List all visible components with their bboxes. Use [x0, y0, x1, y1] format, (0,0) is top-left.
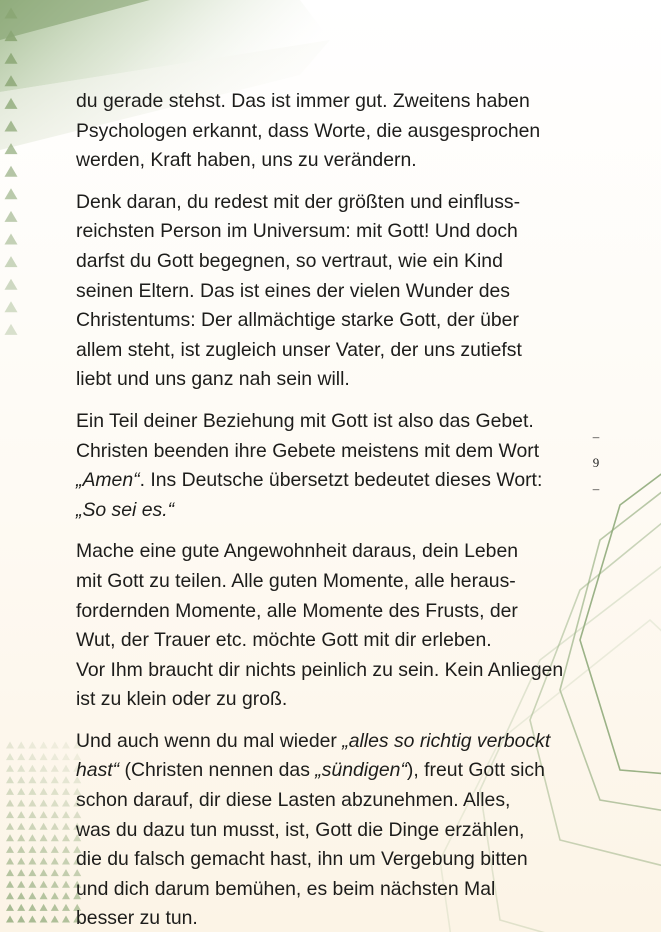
triangle-shape — [28, 904, 36, 911]
triangle-shape — [62, 742, 70, 749]
triangle-shape — [51, 742, 59, 749]
triangle-shape — [17, 765, 25, 772]
triangle-shape — [5, 166, 18, 177]
triangle-shape — [40, 811, 48, 818]
text-line — [76, 600, 518, 622]
triangle-shape — [6, 834, 14, 841]
paragraph — [76, 727, 581, 932]
text-line — [76, 499, 174, 521]
triangle-shape — [17, 742, 25, 749]
text-line — [76, 629, 492, 651]
triangle-shape — [17, 869, 25, 876]
page-marker — [586, 429, 606, 497]
text-line — [76, 90, 530, 112]
triangle-shape — [5, 279, 18, 290]
triangle-shape — [6, 904, 14, 911]
text-line — [76, 819, 524, 841]
text-line — [76, 688, 287, 710]
triangle-shape — [40, 904, 48, 911]
triangle-shape — [62, 800, 70, 807]
emphasis-text: hast“ — [76, 759, 120, 782]
triangle-shape — [40, 916, 48, 923]
triangle-shape — [28, 788, 36, 795]
triangle-shape — [5, 256, 18, 267]
triangle-shape — [28, 765, 36, 772]
text-segment: . Ins Deutsche übersetzt bedeutet dieses Wort: — [139, 469, 543, 492]
text-line — [76, 659, 563, 681]
triangle-shape — [51, 834, 59, 841]
triangle-shape — [51, 776, 59, 783]
text-segment: du gerade stehst. Das ist immer gut. Zweitens haben — [76, 90, 530, 112]
triangle-shape — [51, 811, 59, 818]
text-segment: Und auch wenn du mal wieder — [76, 729, 343, 752]
triangle-shape — [5, 234, 18, 245]
triangle-shape — [62, 834, 70, 841]
triangle-shape — [6, 846, 14, 853]
triangle-shape — [62, 776, 70, 783]
triangle-shape — [17, 776, 25, 783]
triangle-shape — [6, 881, 14, 888]
page-number: 9 — [592, 455, 600, 470]
triangle-shape — [6, 916, 14, 923]
text-segment: Psychologen erkannt, dass Worte, die ausgesprochen — [76, 119, 541, 142]
triangle-shape — [28, 753, 36, 760]
text-line — [76, 120, 540, 142]
triangle-shape — [40, 753, 48, 760]
triangle-shape — [17, 834, 25, 841]
triangle-shape — [40, 788, 48, 795]
triangle-shape — [17, 823, 25, 830]
page-marker-dash-bottom: – — [592, 481, 600, 496]
triangle-shape — [17, 788, 25, 795]
triangle-shape — [62, 753, 70, 760]
text-segment: Christentums: Der allmächtige starke Gott, der über — [76, 309, 519, 332]
text-segment: liebt und uns ganz nah sein will. — [76, 368, 350, 391]
text-segment: reichsten Person im Universum: mit Gott! Und doch — [76, 220, 518, 243]
triangle-shape — [5, 211, 18, 222]
triangle-shape — [6, 753, 14, 760]
text-segment: Vor Ihm braucht dir nichts peinlich zu sein. Kein Anliegen — [76, 658, 564, 681]
triangle-shape — [51, 753, 59, 760]
page-marker-dash-top: – — [592, 429, 600, 444]
triangle-shape — [6, 892, 14, 899]
paragraph — [76, 188, 581, 395]
triangle-shape — [28, 800, 36, 807]
triangle-grid-bottom-left — [6, 742, 81, 923]
triangle-shape — [40, 776, 48, 783]
triangle-shape — [51, 916, 59, 923]
paragraph — [76, 87, 581, 176]
triangle-shape — [51, 892, 59, 899]
triangle-shape — [6, 823, 14, 830]
text-line — [76, 339, 522, 361]
text-line — [76, 759, 545, 781]
triangle-shape — [28, 823, 36, 830]
triangle-shape — [6, 858, 14, 865]
triangle-shape — [51, 765, 59, 772]
triangle-shape — [62, 811, 70, 818]
emphasis-text: „Amen“ — [76, 469, 140, 492]
text-line — [76, 440, 539, 462]
text-line — [76, 191, 520, 213]
triangle-shape — [51, 881, 59, 888]
triangle-shape — [40, 869, 48, 876]
text-line — [76, 280, 510, 302]
triangle-shape — [6, 811, 14, 818]
triangle-shape — [17, 800, 25, 807]
triangle-shape — [51, 869, 59, 876]
text-line — [76, 368, 350, 390]
triangle-shape — [40, 800, 48, 807]
triangle-shape — [6, 765, 14, 772]
text-segment: die du falsch gemacht hast, ihn um Vergebung bitten — [76, 848, 528, 871]
triangle-shape — [62, 881, 70, 888]
triangle-shape — [51, 904, 59, 911]
emphasis-text: „alles so richtig verbockt — [342, 729, 551, 752]
text-line — [76, 878, 495, 900]
triangle-shape — [17, 858, 25, 865]
emphasis-text: „So sei es.“ — [76, 498, 175, 521]
triangle-shape — [51, 800, 59, 807]
triangle-shape — [40, 765, 48, 772]
triangle-shape — [6, 800, 14, 807]
triangle-shape — [17, 916, 25, 923]
text-line — [76, 540, 518, 562]
triangle-shape — [28, 811, 36, 818]
text-segment: allem steht, ist zugleich unser Vater, der uns zutiefst — [76, 338, 522, 361]
triangle-shape — [28, 892, 36, 899]
triangle-shape — [6, 776, 14, 783]
text-segment: was du dazu tun musst, ist, Gott die Dinge erzählen, — [76, 818, 525, 841]
triangle-shape — [17, 753, 25, 760]
text-line — [76, 220, 518, 242]
triangle-shape — [28, 869, 36, 876]
text-segment: und dich darum bemühen, es beim nächsten Mal — [76, 877, 496, 900]
text-segment: Wut, der Trauer etc. möchte Gott mit dir erleben. — [76, 629, 492, 652]
text-line — [76, 149, 417, 171]
triangle-shape — [62, 765, 70, 772]
text-segment: werden, Kraft haben, uns zu verändern. — [76, 149, 417, 172]
triangle-shape — [62, 858, 70, 865]
body-text — [76, 87, 581, 932]
text-segment: mit Gott zu teilen. Alle guten Momente, alle heraus- — [76, 569, 516, 592]
triangle-shape — [62, 823, 70, 830]
text-segment: besser zu tun. — [76, 907, 198, 930]
text-segment: darfst du Gott begegnen, so vertraut, wie ein Kind — [76, 249, 503, 272]
emphasis-text: „sündigen“ — [315, 759, 407, 782]
triangle-shape — [5, 301, 18, 312]
text-line — [76, 907, 198, 929]
triangle-shape — [28, 834, 36, 841]
text-segment: Christen beenden ihre Gebete meistens mit dem Wort — [76, 439, 540, 462]
text-line — [76, 250, 503, 272]
triangle-shape — [17, 904, 25, 911]
paragraph — [76, 407, 581, 525]
triangle-shape — [28, 846, 36, 853]
text-line — [76, 410, 534, 432]
text-segment: ), freut Gott sich — [406, 759, 545, 782]
triangle-shape — [6, 788, 14, 795]
text-line — [76, 730, 550, 752]
triangle-shape — [28, 858, 36, 865]
text-line — [76, 789, 510, 811]
triangle-shape — [40, 823, 48, 830]
text-segment: Mache eine gute Angewohnheit daraus, dein Leben — [76, 540, 519, 563]
text-segment: ist zu klein oder zu groß. — [76, 688, 288, 711]
triangle-shape — [17, 811, 25, 818]
triangle-shape — [17, 892, 25, 899]
triangle-shape — [6, 869, 14, 876]
text-segment: fordernden Momente, alle Momente des Frusts, der — [76, 599, 518, 622]
text-line — [76, 570, 516, 592]
triangle-shape — [17, 846, 25, 853]
text-segment: Denk daran, du redest mit der größten und einfluss- — [76, 190, 521, 213]
text-line — [76, 848, 528, 870]
triangle-shape — [62, 846, 70, 853]
triangle-shape — [62, 788, 70, 795]
triangle-shape — [28, 776, 36, 783]
text-line — [76, 469, 542, 491]
triangle-shape — [5, 188, 18, 199]
triangle-shape — [40, 892, 48, 899]
triangle-shape — [62, 892, 70, 899]
triangle-shape — [62, 916, 70, 923]
triangle-shape — [51, 788, 59, 795]
triangle-shape — [62, 869, 70, 876]
triangle-shape — [51, 858, 59, 865]
triangle-shape — [5, 324, 18, 335]
triangle-shape — [40, 834, 48, 841]
triangle-shape — [6, 742, 14, 749]
paragraph — [76, 537, 581, 715]
text-segment: Ein Teil deiner Beziehung mit Gott ist also das Gebet. — [76, 409, 534, 432]
text-segment: schon darauf, dir diese Lasten abzunehmen. Alles, — [76, 789, 511, 812]
triangle-shape — [40, 881, 48, 888]
triangle-shape — [51, 846, 59, 853]
triangle-shape — [40, 742, 48, 749]
triangle-shape — [51, 823, 59, 830]
text-line — [76, 309, 519, 331]
triangle-shape — [62, 904, 70, 911]
triangle-shape — [40, 846, 48, 853]
text-segment: (Christen nennen das — [119, 759, 316, 782]
triangle-shape — [28, 742, 36, 749]
triangle-shape — [17, 881, 25, 888]
triangle-shape — [28, 881, 36, 888]
triangle-shape — [28, 916, 36, 923]
text-segment: seinen Eltern. Das ist eines der vielen Wunder des — [76, 279, 511, 302]
triangle-shape — [40, 858, 48, 865]
